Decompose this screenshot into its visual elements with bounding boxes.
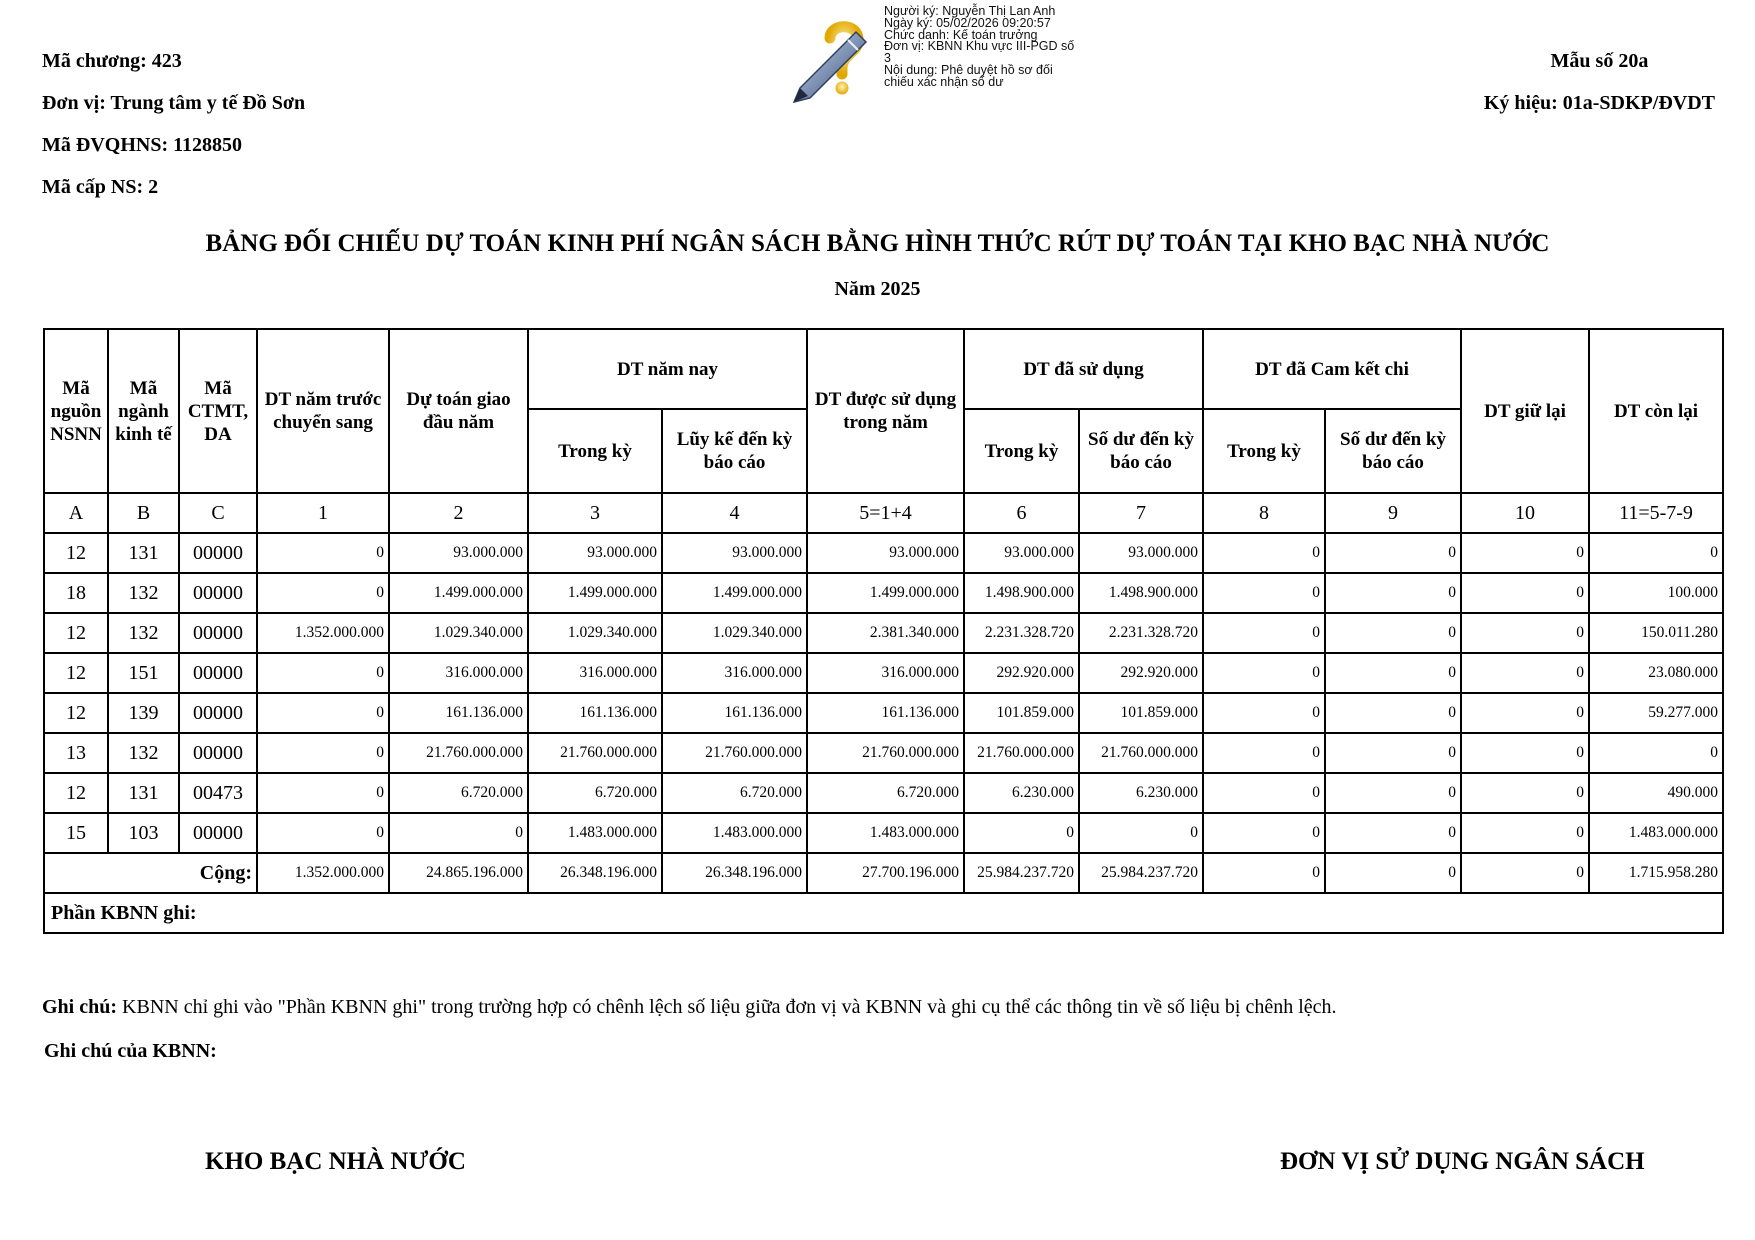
column-index-cell: 9 — [1325, 493, 1461, 533]
table-cell: 0 — [1325, 653, 1461, 693]
signer-position: Chức danh: Kế toán trưởng — [884, 27, 1038, 42]
table-cell: 0 — [1461, 653, 1589, 693]
table-cell: 490.000 — [1589, 773, 1723, 813]
table-cell: 0 — [1325, 573, 1461, 613]
kbnn-note-label: Ghi chú của KBNN: — [44, 1040, 217, 1062]
table-cell: 1.483.000.000 — [662, 813, 807, 853]
table-cell: 1.499.000.000 — [528, 573, 662, 613]
table-cell: 1.499.000.000 — [807, 573, 964, 613]
table-cell: 0 — [257, 733, 389, 773]
table-cell: 6.720.000 — [662, 773, 807, 813]
table-cell: 0 — [1325, 613, 1461, 653]
signature-details — [884, 6, 1084, 89]
table-cell: 0 — [1203, 773, 1325, 813]
table-cell: 12 — [44, 613, 108, 653]
table-row — [44, 613, 1723, 653]
unit-info-block — [42, 40, 305, 208]
table-cell: 0 — [1461, 773, 1589, 813]
table-cell: 12 — [44, 653, 108, 693]
table-cell: 161.136.000 — [807, 693, 964, 733]
total-cell: 27.700.196.000 — [807, 853, 964, 893]
total-cell: 24.865.196.000 — [389, 853, 528, 893]
table-cell: 12 — [44, 533, 108, 573]
table-cell: 93.000.000 — [528, 533, 662, 573]
col-header-so-du-7: Số dư đến kỳ báo cáo — [1079, 409, 1203, 493]
table-cell: 23.080.000 — [1589, 653, 1723, 693]
table-cell: 0 — [1079, 813, 1203, 853]
table-cell: 0 — [257, 653, 389, 693]
unit-name: Đơn vị: Trung tâm y tế Đồ Sơn — [42, 92, 306, 114]
table-row — [44, 573, 1723, 613]
table-row — [44, 653, 1723, 693]
table-cell: 132 — [108, 733, 179, 773]
table-cell: 93.000.000 — [807, 533, 964, 573]
sign-content: Nội dung: Phê duyệt hồ sơ đối chiếu xác nhận số dư — [884, 62, 1053, 89]
table-row — [44, 813, 1723, 853]
table-cell: 1.498.900.000 — [964, 573, 1079, 613]
table-cell: 0 — [1461, 533, 1589, 573]
table-row — [44, 733, 1723, 773]
col-header-ma-ctmt: Mã CTMT, DA — [179, 329, 257, 493]
note-line — [42, 996, 1337, 1019]
footer-kbnn: KHO BẠC NHÀ NƯỚC — [205, 1148, 466, 1175]
table-cell: 0 — [1325, 773, 1461, 813]
kbnn-row — [44, 893, 1723, 933]
document-year: Năm 2025 — [834, 278, 921, 300]
group-header-dt-cam-ket: DT đã Cam kết chi — [1203, 329, 1461, 409]
column-index-cell: 5=1+4 — [807, 493, 964, 533]
table-cell: 316.000.000 — [662, 653, 807, 693]
group-header-dt-da-su-dung: DT đã sử dụng — [964, 329, 1203, 409]
table-cell: 21.760.000.000 — [807, 733, 964, 773]
footer-unit: ĐƠN VỊ SỬ DỤNG NGÂN SÁCH — [1280, 1148, 1645, 1175]
document-title: BẢNG ĐỐI CHIẾU DỰ TOÁN KINH PHÍ NGÂN SÁCH BẰNG HÌNH THỨC RÚT DỰ TOÁN TẠI KHO BẠC NHÀ NƯỚC — [205, 230, 1550, 257]
table-cell: 0 — [1461, 733, 1589, 773]
total-cell: 0 — [1325, 853, 1461, 893]
budget-reconciliation-table — [43, 328, 1724, 934]
table-cell: 2.231.328.720 — [964, 613, 1079, 653]
table-cell: 316.000.000 — [528, 653, 662, 693]
table-cell: 15 — [44, 813, 108, 853]
table-cell: 292.920.000 — [964, 653, 1079, 693]
dvqhns-code: Mã ĐVQHNS: 1128850 — [42, 134, 242, 156]
table-cell: 1.029.340.000 — [528, 613, 662, 653]
table-cell: 151 — [108, 653, 179, 693]
table-cell: 0 — [1461, 573, 1589, 613]
table-cell: 150.011.280 — [1589, 613, 1723, 653]
table-cell: 00000 — [179, 733, 257, 773]
column-index-row — [44, 493, 1723, 533]
total-label: Cộng: — [44, 853, 257, 893]
table-cell: 93.000.000 — [662, 533, 807, 573]
table-cell: 0 — [1589, 733, 1723, 773]
note-label: Ghi chú: — [42, 996, 118, 1018]
table-cell: 132 — [108, 573, 179, 613]
table-cell: 21.760.000.000 — [528, 733, 662, 773]
table-cell: 316.000.000 — [389, 653, 528, 693]
total-cell: 0 — [1203, 853, 1325, 893]
table-cell: 0 — [964, 813, 1079, 853]
table-cell: 2.231.328.720 — [1079, 613, 1203, 653]
table-cell: 131 — [108, 533, 179, 573]
table-cell: 0 — [1203, 533, 1325, 573]
table-cell: 00000 — [179, 693, 257, 733]
col-header-dt-duoc-su-dung: DT được sử dụng trong năm — [807, 329, 964, 493]
table-cell: 1.029.340.000 — [389, 613, 528, 653]
table-cell: 00473 — [179, 773, 257, 813]
table-cell: 1.483.000.000 — [1589, 813, 1723, 853]
chapter-code: Mã chương: 423 — [42, 50, 182, 72]
table-cell: 161.136.000 — [389, 693, 528, 733]
table-cell: 93.000.000 — [1079, 533, 1203, 573]
column-index-cell: 3 — [528, 493, 662, 533]
table-cell: 0 — [257, 813, 389, 853]
col-header-ma-nganh: Mã ngành kinh tế — [108, 329, 179, 493]
column-index-cell: C — [179, 493, 257, 533]
table-cell: 161.136.000 — [662, 693, 807, 733]
column-index-cell: 4 — [662, 493, 807, 533]
table-cell: 93.000.000 — [389, 533, 528, 573]
col-header-dt-giu-lai: DT giữ lại — [1461, 329, 1589, 493]
col-header-so-du-9: Số dư đến kỳ báo cáo — [1325, 409, 1461, 493]
column-index-cell: A — [44, 493, 108, 533]
table-cell: 00000 — [179, 533, 257, 573]
table-cell: 161.136.000 — [528, 693, 662, 733]
table-cell: 21.760.000.000 — [389, 733, 528, 773]
table-cell: 18 — [44, 573, 108, 613]
table-cell: 21.760.000.000 — [1079, 733, 1203, 773]
table-cell: 6.720.000 — [528, 773, 662, 813]
table-cell: 0 — [1461, 613, 1589, 653]
table-cell: 1.499.000.000 — [662, 573, 807, 613]
form-symbol: Ký hiệu: 01a-SDKP/ĐVDT — [1483, 92, 1715, 114]
table-cell: 0 — [257, 773, 389, 813]
total-cell: 0 — [1461, 853, 1589, 893]
column-index-cell: 1 — [257, 493, 389, 533]
table-cell: 0 — [1203, 653, 1325, 693]
table-cell: 0 — [1325, 813, 1461, 853]
column-index-cell: 7 — [1079, 493, 1203, 533]
table-cell: 1.499.000.000 — [389, 573, 528, 613]
table-cell: 6.230.000 — [1079, 773, 1203, 813]
group-header-dt-nam-nay: DT năm nay — [528, 329, 807, 409]
digital-signature[interactable] — [786, 6, 1116, 102]
form-info-block — [1484, 40, 1715, 124]
table-cell: 6.720.000 — [389, 773, 528, 813]
column-index-cell: 11=5-7-9 — [1589, 493, 1723, 533]
col-header-trong-ky-3: Trong kỳ — [528, 409, 662, 493]
col-header-du-toan-giao: Dự toán giao đầu năm — [389, 329, 528, 493]
table-cell: 00000 — [179, 653, 257, 693]
col-header-ma-nguon: Mã nguồn NSNN — [44, 329, 108, 493]
table-cell: 0 — [1203, 573, 1325, 613]
table-cell: 6.230.000 — [964, 773, 1079, 813]
table-cell: 1.498.900.000 — [1079, 573, 1203, 613]
col-header-dt-con-lai: DT còn lại — [1589, 329, 1723, 493]
sign-date: Ngày ký: 05/02/2026 09:20:57 — [884, 15, 1051, 30]
header-row-top — [44, 329, 1723, 409]
table-cell: 13 — [44, 733, 108, 773]
table-cell: 0 — [257, 533, 389, 573]
column-index-cell: 2 — [389, 493, 528, 533]
total-cell: 26.348.196.000 — [662, 853, 807, 893]
table-cell: 12 — [44, 693, 108, 733]
table-row — [44, 533, 1723, 573]
col-header-trong-ky-6: Trong kỳ — [964, 409, 1079, 493]
column-index-cell: 8 — [1203, 493, 1325, 533]
table-cell: 0 — [1203, 733, 1325, 773]
table-cell: 0 — [1203, 613, 1325, 653]
table-cell: 59.277.000 — [1589, 693, 1723, 733]
table-cell: 21.760.000.000 — [662, 733, 807, 773]
table-cell: 00000 — [179, 813, 257, 853]
table-cell: 0 — [257, 693, 389, 733]
total-cell: 1.715.958.280 — [1589, 853, 1723, 893]
table-cell: 0 — [257, 573, 389, 613]
table-cell: 0 — [1203, 813, 1325, 853]
col-header-dt-nam-truoc: DT năm trước chuyển sang — [257, 329, 389, 493]
total-cell: 25.984.237.720 — [964, 853, 1079, 893]
table-cell: 0 — [1203, 693, 1325, 733]
table-cell: 1.483.000.000 — [807, 813, 964, 853]
table-cell: 103 — [108, 813, 179, 853]
table-cell: 100.000 — [1589, 573, 1723, 613]
table-cell: 0 — [1461, 813, 1589, 853]
table-cell: 93.000.000 — [964, 533, 1079, 573]
kbnn-note-cell: Phần KBNN ghi: — [44, 893, 1723, 933]
table-cell: 0 — [1589, 533, 1723, 573]
table-cell: 139 — [108, 693, 179, 733]
table-cell: 21.760.000.000 — [964, 733, 1079, 773]
table-cell: 6.720.000 — [807, 773, 964, 813]
table-cell: 1.352.000.000 — [257, 613, 389, 653]
table-cell: 1.029.340.000 — [662, 613, 807, 653]
table-cell: 292.920.000 — [1079, 653, 1203, 693]
total-row — [44, 853, 1723, 893]
total-cell: 26.348.196.000 — [528, 853, 662, 893]
signer-name: Người ký: Nguyễn Thị Lan Anh — [884, 4, 1056, 18]
table-cell: 101.859.000 — [964, 693, 1079, 733]
col-header-trong-ky-8: Trong kỳ — [1203, 409, 1325, 493]
pen-signature-icon — [786, 18, 881, 106]
table-cell: 1.483.000.000 — [528, 813, 662, 853]
table-cell: 132 — [108, 613, 179, 653]
note-text: KBNN chỉ ghi vào "Phần KBNN ghi" trong trường hợp có chênh lệch số liệu giữa đơn vị và KBNN và ghi cụ thể các thông tin về số liệu bị chênh lệch. — [117, 996, 1337, 1018]
total-cell: 25.984.237.720 — [1079, 853, 1203, 893]
table-cell: 0 — [1325, 693, 1461, 733]
table-row — [44, 693, 1723, 733]
table-cell: 0 — [1461, 693, 1589, 733]
table-cell: 101.859.000 — [1079, 693, 1203, 733]
table-cell: 0 — [1325, 733, 1461, 773]
table-cell: 0 — [389, 813, 528, 853]
table-cell: 0 — [1325, 533, 1461, 573]
table-cell: 00000 — [179, 613, 257, 653]
table-cell: 131 — [108, 773, 179, 813]
column-index-cell: B — [108, 493, 179, 533]
budget-level-code: Mã cấp NS: 2 — [42, 176, 159, 198]
signer-unit: Đơn vị: KBNN Khu vực III-PGD số 3 — [884, 39, 1075, 66]
total-cell: 1.352.000.000 — [257, 853, 389, 893]
table-cell: 12 — [44, 773, 108, 813]
form-number: Mẫu số 20a — [1550, 50, 1649, 72]
table-cell: 316.000.000 — [807, 653, 964, 693]
col-header-luy-ke-4: Lũy kế đến kỳ báo cáo — [662, 409, 807, 493]
table-body — [44, 533, 1723, 853]
column-index-cell: 6 — [964, 493, 1079, 533]
table-cell: 2.381.340.000 — [807, 613, 964, 653]
column-index-cell: 10 — [1461, 493, 1589, 533]
table-row — [44, 773, 1723, 813]
table-cell: 00000 — [179, 573, 257, 613]
